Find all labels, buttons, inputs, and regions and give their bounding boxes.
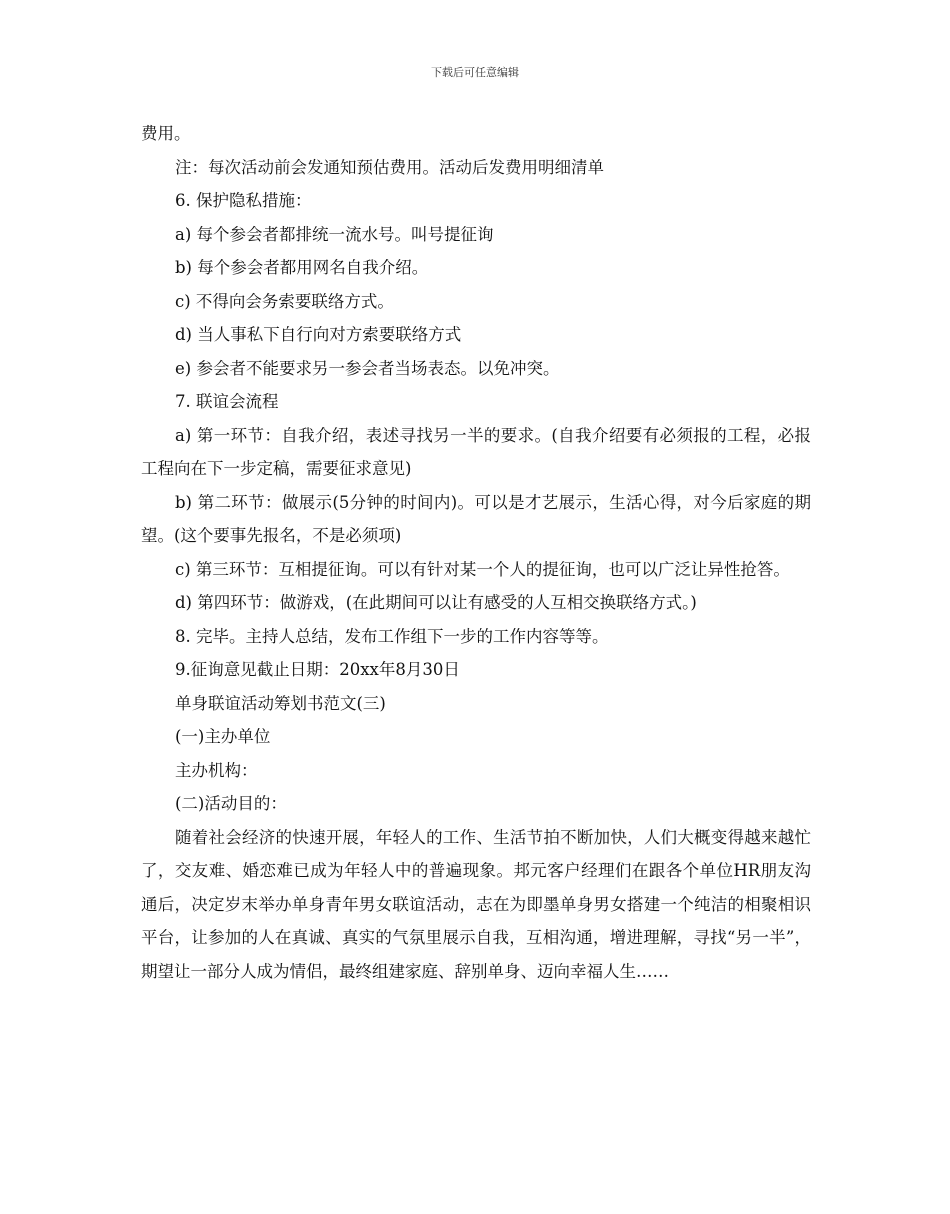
- paragraph: 随着社会经济的快速开展，年轻人的工作、生活节拍不断加快，人们大概变得越来越忙了，交友难、婚恋难已成为年轻人中的普遍现象。邦元客户经理们在跟各个单位HR朋友沟通后，决定岁末举办单身青年男女联谊活动，志在为即墨单身男女搭建一个纯洁的相聚相识平台，让参加的人在真诚、真实的气氛里展示自我，互相沟通，增进理解，寻找“另一半”，期望让一部分人成为情侣，最终组建家庭、辞别单身、迈向幸福人生……: [141, 827, 811, 981]
- paragraph: b) 第二环节：做展示(5分钟的时间内)。可以是才艺展示，生活心得，对今后家庭的期望。(这个要事先报名，不是必须项): [141, 492, 811, 545]
- paragraph: a) 第一环节：自我介绍，表述寻找另一半的要求。(自我介绍要有必须报的工程，必报工程向在下一步定稿，需要征求意见): [141, 425, 811, 478]
- paragraph: d) 当人事私下自行向对方索要联络方式: [175, 325, 462, 344]
- paragraph: c) 不得向会务索要联络方式。: [175, 291, 394, 311]
- page-header-note: 下载后可任意编辑: [431, 66, 519, 79]
- paragraph: 9.征询意见截止日期：20xx年8月30日: [175, 660, 460, 679]
- paragraph: a) 每个参会者都排统一流水号。叫号提征询: [175, 224, 494, 244]
- paragraph: 6. 保护隐私措施：: [175, 191, 312, 210]
- paragraph: c) 第三环节：互相提征询。可以有针对某一个人的提征询，也可以广泛让异性抢答。: [175, 559, 790, 579]
- paragraph: e) 参会者不能要求另一参会者当场表态。以免冲突。: [175, 358, 560, 378]
- paragraph: b) 每个参会者都用网名自我介绍。: [175, 258, 429, 277]
- paragraph: 注：每次活动前会发通知预估费用。活动后发费用明细清单: [175, 157, 604, 177]
- paragraph: (一)主办单位: [175, 727, 271, 746]
- paragraph: d) 第四环节：做游戏，(在此期间可以让有感受的人互相交换联络方式。): [175, 593, 697, 612]
- paragraph: 费用。: [141, 124, 191, 143]
- paragraph: 8. 完毕。主持人总结，发布工作组下一步的工作内容等等。: [175, 626, 609, 646]
- paragraph: 主办机构：: [175, 760, 258, 780]
- document-body: [141, 117, 811, 988]
- paragraph: (二)活动目的：: [175, 794, 287, 813]
- paragraph: 7. 联谊会流程: [175, 392, 279, 411]
- section-heading: 单身联谊活动筹划书范文(三): [175, 693, 386, 713]
